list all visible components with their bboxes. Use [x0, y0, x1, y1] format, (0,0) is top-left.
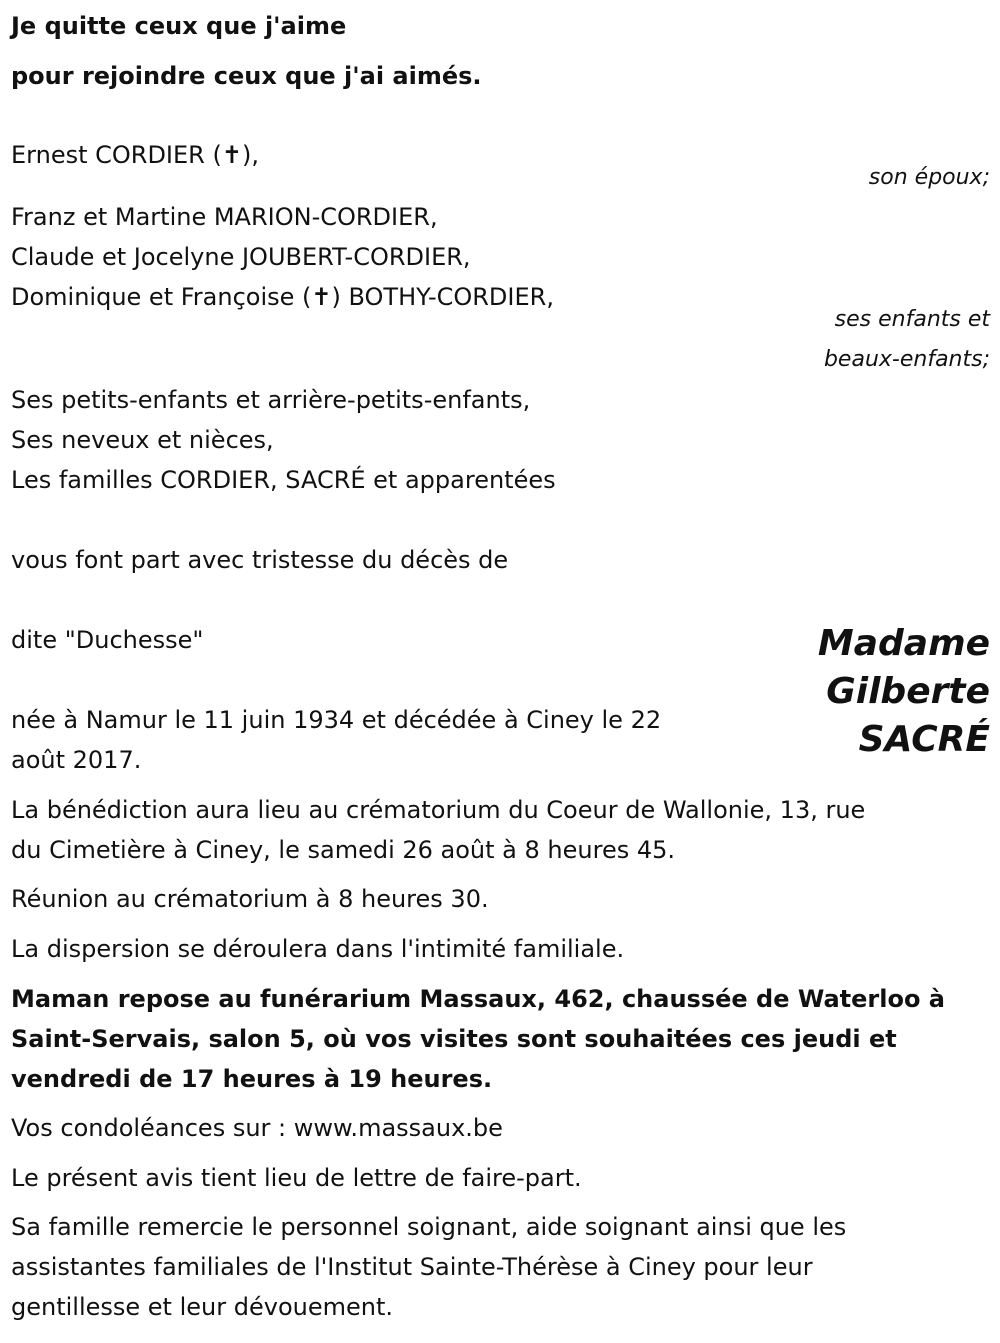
- family-line-3: Les familles CORDIER, SACRÉ et apparentées: [11, 466, 556, 494]
- deceased-last-name: SACRÉ: [858, 719, 990, 760]
- family-line-2: Ses neveux et nièces,: [11, 426, 274, 454]
- condolences-line: Vos condoléances sur : www.massaux.be: [11, 1114, 503, 1142]
- announcement: vous font part avec tristesse du décès de: [11, 546, 509, 574]
- visitation-line-3: vendredi de 17 heures à 19 heures.: [11, 1065, 493, 1093]
- epigraph-line-2: pour rejoindre ceux que j'ai aimés.: [11, 62, 482, 90]
- epigraph-line-1: Je quitte ceux que j'aime: [11, 12, 347, 40]
- children-role-line-2: beaux-enfants;: [823, 347, 990, 372]
- child-line-2: Claude et Jocelyne JOUBERT-CORDIER,: [11, 243, 471, 271]
- birth-death-line-2: août 2017.: [11, 746, 142, 774]
- deceased-nickname: dite "Duchesse": [11, 626, 204, 654]
- birth-death-line-1: née à Namur le 11 juin 1934 et décédée à Ciney le 22: [11, 706, 662, 734]
- ceremony-line-1: La bénédiction aura lieu au crématorium du Coeur de Wallonie, 13, rue: [11, 796, 866, 824]
- visitation-line-1: Maman repose au funérarium Massaux, 462, chaussée de Waterloo à: [11, 985, 945, 1013]
- deceased-first-name: Gilberte: [826, 671, 990, 712]
- visitation-line-2: Saint-Servais, salon 5, où vos visites sont souhaitées ces jeudi et: [11, 1025, 897, 1053]
- family-line-1: Ses petits-enfants et arrière-petits-enfants,: [11, 386, 531, 414]
- child-line-3: Dominique et Françoise (✝) BOTHY-CORDIER,: [11, 283, 554, 311]
- ceremony-meeting: Réunion au crématorium à 8 heures 30.: [11, 885, 489, 913]
- thanks-line-3: gentillesse et leur dévouement.: [11, 1293, 393, 1321]
- spouse-role: son époux;: [868, 165, 990, 190]
- deceased-title: Madame: [817, 623, 990, 664]
- children-role-line-1: ses enfants et: [834, 307, 990, 332]
- ceremony-dispersion: La dispersion se déroulera dans l'intimité familiale.: [11, 935, 625, 963]
- child-line-1: Franz et Martine MARION-CORDIER,: [11, 203, 438, 231]
- ceremony-line-2: du Cimetière à Ciney, le samedi 26 août à 8 heures 45.: [11, 836, 676, 864]
- deceased-name-block: [818, 620, 990, 764]
- notice-line: Le présent avis tient lieu de lettre de faire-part.: [11, 1164, 582, 1192]
- thanks-line-2: assistantes familiales de l'Institut Sainte-Thérèse à Ciney pour leur: [11, 1253, 813, 1281]
- thanks-line-1: Sa famille remercie le personnel soignant, aide soignant ainsi que les: [11, 1213, 847, 1241]
- spouse-name: Ernest CORDIER (✝),: [11, 141, 259, 169]
